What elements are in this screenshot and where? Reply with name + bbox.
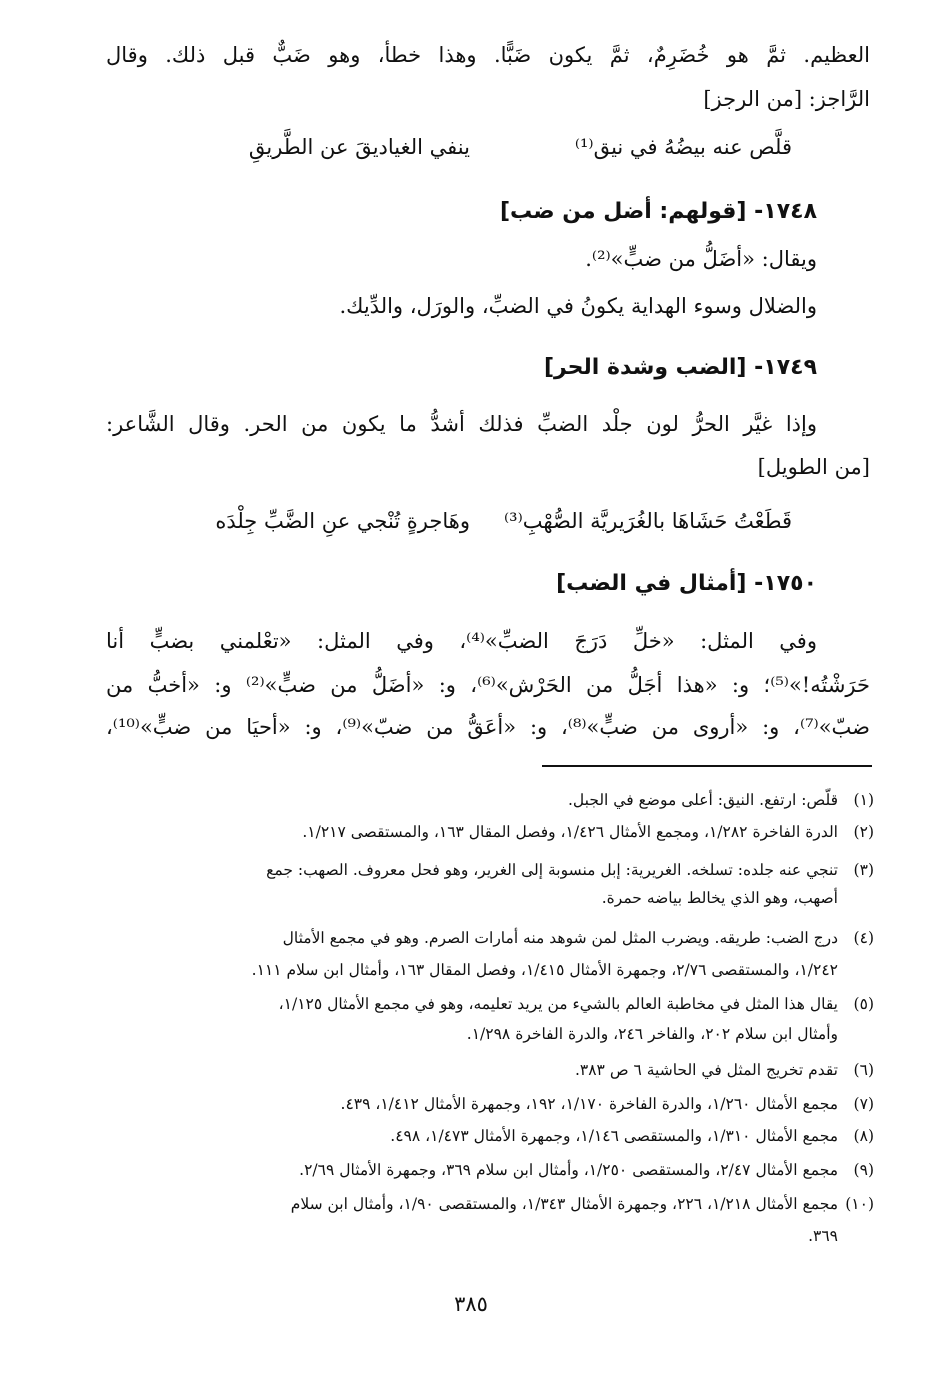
footnote-5	[106, 992, 874, 1016]
footnote-text: يقال هذا المثل في مخاطبة العالم بالشيء من يريد تعليمه، وهو في مجمع الأمثال ١/١٢٥،	[278, 995, 838, 1013]
verse-hemistich-1: وهَاجرةٍ تُنْجي عنِ الضَّبِّ جِلْدَه	[215, 509, 470, 533]
body-line: العظيم. ثمَّ هو خُضَرِمٌ، ثمَّ يكون ضَبًّا. وهذا خطأ، وهو ضَبٌّ قبل ذلك. وقال	[106, 43, 870, 67]
footnote-text: مجمع الأمثال ١/٣١٠، والمستقصى ١/١٤٦، وجمهرة الأمثال ١/٤٧٣، ٤٩٨.	[390, 1127, 838, 1145]
footnote-4	[106, 926, 874, 950]
footnote-number: (١٠)	[845, 1195, 874, 1213]
footnote-number: (٤)	[853, 929, 874, 947]
footnote-number: (٦)	[853, 1061, 874, 1079]
footnote-text: مجمع الأمثال ١/٢٦٠، والدرة الفاخرة ١/١٧٠، ١٩٢، وجمهرة الأمثال ١/٤١٢، ٤٣٩.	[340, 1095, 838, 1113]
footnote-1	[106, 788, 874, 812]
footnote-continuation: وأمثال ابن سلام ٢٠٢، والفاخر ٢٤٦، والدرة الفاخرة ١/٢٩٨.	[466, 1025, 838, 1043]
body-line: حَرَشْتُه!»⁽⁵⁾؛ و: «هذا أجَلُّ من الحَرْش»⁽⁶⁾، و: «أضَلُّ من ضبٍّ»⁽²⁾ و: «أخبُّ من	[106, 673, 870, 697]
meter-label: الرَّاجز: [من الرجز]	[703, 87, 870, 111]
body-line: ويقال: «أضَلُّ من ضبٍّ»⁽²⁾.	[585, 247, 817, 271]
footnote-text: تقدم تخريج المثل في الحاشية ٦ ص ٣٨٣.	[574, 1061, 838, 1079]
footnote-text: درج الضب: طريقه. ويضرب المثل لمن شوهد منه أمارات الصرم. وهو في مجمع الأمثال	[282, 929, 838, 947]
body-line: ضبّ»⁽⁷⁾، و: «أروى من ضبٍّ»⁽⁸⁾، و: «أعَقُّ من ضبّ»⁽⁹⁾، و: «أحيَا من ضبٍّ»⁽¹⁰⁾،	[106, 715, 870, 739]
footnote-9	[106, 1158, 874, 1182]
footnote-text: قلَّص: ارتفع. النيق: أعلى موضع في الجبل.	[567, 791, 838, 809]
footnote-text: تنجي عنه جلده: تسلخه. الغريرية: إبل منسوبة إلى الغرير، وهو فحل معروف. الصهب: جمع	[266, 861, 838, 879]
footnote-2	[106, 820, 874, 844]
footnote-3	[106, 858, 874, 882]
footnote-8	[106, 1124, 874, 1148]
body-line: وفي المثل: «خلِّ دَرَجَ الضبِّ»⁽⁴⁾، وفي المثل: «تعْلمني بضبٍّ أنا	[106, 629, 817, 653]
section-heading-1749: ١٧٤٩- [الضب وشدة الحر]	[543, 355, 817, 380]
footnote-continuation: ٣٦٩.	[808, 1227, 838, 1245]
footnote-number: (٨)	[853, 1127, 874, 1145]
footnote-7	[106, 1092, 874, 1116]
footnote-continuation: ١/٢٤٢، والمستقصى ٢/٧٦، وجمهرة الأمثال ١/٤١٥، وفصل المقال ١٦٣، وأمثال ابن سلام ١١١.	[251, 961, 838, 979]
footnote-number: (٥)	[853, 995, 874, 1013]
footnote-6	[106, 1058, 874, 1082]
footnote-text: الدرة الفاخرة ١/٢٨٢، ومجمع الأمثال ١/٤٢٦، وفصل المقال ١٦٣، والمستقصى ١/٢١٧.	[302, 823, 838, 841]
footnote-number: (٧)	[853, 1095, 874, 1113]
footnote-separator	[542, 765, 872, 767]
body-line: وإذا غيَّر الحرُّ لون جلْد الضبِّ فذلك أشدُّ ما يكون من الحر. وقال الشَّاعر:	[106, 412, 817, 436]
page-number: ٣٨٥	[454, 1292, 488, 1316]
footnote-continuation: أصهب، وهو الذي يخالط بياضه حمرة.	[601, 889, 838, 907]
footnote-text: مجمع الأمثال ١/٢١٨، ٢٢٦، وجمهرة الأمثال ١/٣٤٣، والمستقصى ١/٩٠، وأمثال ابن سلام	[290, 1195, 838, 1213]
verse-hemistich-1: ينفي الغياديقَ عن الطَّريقِ	[248, 135, 470, 159]
footnote-number: (٣)	[853, 861, 874, 879]
section-heading-1750: ١٧٥٠- [أمثال في الضب]	[556, 571, 817, 596]
body-line: والضلال وسوء الهداية يكونُ في الضبِّ، والورَل، والدِّيك.	[339, 294, 817, 318]
meter-label: [من الطويل]	[757, 455, 870, 479]
verse-hemistich-2: قلَّص عنه بيضُهُ في نيق⁽¹⁾	[574, 135, 792, 159]
footnote-number: (٢)	[853, 823, 874, 841]
footnote-text: مجمع الأمثال ٢/٤٧، والمستقصى ١/٢٥٠، وأمثال ابن سلام ٣٦٩، وجمهرة الأمثال ٢/٦٩.	[299, 1161, 838, 1179]
verse-hemistich-2: قَطَعْتُ حَشَاهَا بالغُرَيريَّة الصُّهْبِ⁽³⁾	[503, 509, 792, 533]
footnote-10	[106, 1192, 874, 1216]
footnote-number: (١)	[853, 791, 874, 809]
section-heading-1748: ١٧٤٨- [قولهم: أضل من ضب]	[499, 199, 817, 224]
footnote-number: (٩)	[853, 1161, 874, 1179]
